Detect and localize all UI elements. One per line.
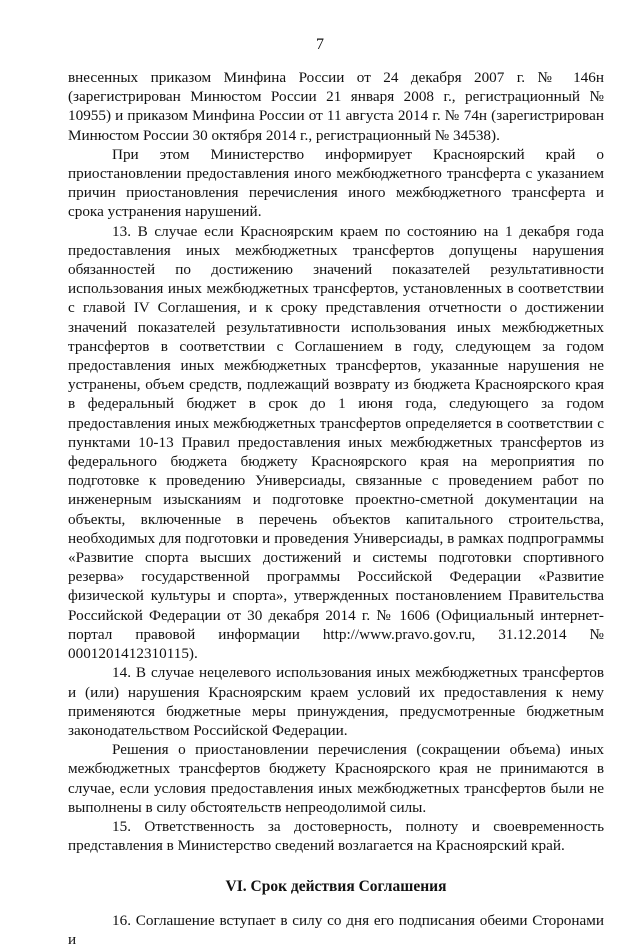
page-number: 7 (316, 36, 324, 53)
paragraph-continuation: внесенных приказом Минфина России от 24 декабря 2007 г. № 146н (зарегистрирован Минюстом России 21 января 2008 г., регистрационный № 10955) и приказом Минфина России от 11 августа 2014 г. № 74н (зарегистрирован Минюстом России 30 октября 2014 г., регистрационный № 34538). (68, 69, 604, 144)
paragraph-clause-15: 15. Ответственность за достоверность, полноту и своевременность представления в Министерство сведений возлагается на Красноярский край. (68, 817, 604, 855)
document-body (68, 68, 604, 949)
paragraph-force-majeure: Решения о приостановлении перечисления (сокращении объема) иных межбюджетных трансфертов бюджету Красноярского края не принимаются в случае, если условия предоставления иных межбюджетных трансфертов были не выполнены в силу обстоятельств непреодолимой силы. (68, 741, 604, 816)
paragraph-clause-16: 16. Соглашение вступает в силу со дня его подписания обеими Сторонами и (68, 911, 604, 948)
paragraph-clause-13: 13. В случае если Красноярским краем по состоянию на 1 декабря года предоставления иных межбюджетных трансфертов допущены нарушения обязанностей по достижению значений показателей результативности использования иных межбюджетных трансфертов, установленных в соответствии с главой IV Соглашения, и к сроку представления отчетности о достижении значений показателей результативности использования иных межбюджетных трансфертов в соответствии с Соглашением в году, следующем за годом предоставления иных межбюджетных трансфертов, указанные нарушения не устранены, объем средств, подлежащий возврату из бюджета Красноярского края в федеральный бюджет в срок до 1 июня года, следующего за годом предоставления иных межбюджетных трансфертов определяется в соответствии с пунктами 10-13 Правил предоставления иных межбюджетных трансфертов из федерального бюджета бюджету Красноярского края на мероприятия по подготовке к проведению Универсиады, связанные с проведением работ по инженерным изысканиям и подготовке проектно-сметной документации на объекты, включенные в перечень объектов капитального строительства, необходимых для подготовки и проведения Универсиады, в рамках подпрограммы «Развитие спорта высших достижений и системы подготовки спортивного резерва» государственной программы Российской Федерации «Развитие физической культуры и спорта», утвержденных постановлением Правительства Российской Федерации от 30 декабря 2014 г. № 1606 (Официальный интернет-портал правовой информации http://www.pravo.gov.ru, 31.12.2014 № 0001201412310115). (68, 222, 604, 663)
paragraph-clause-14: 14. В случае нецелевого использования иных межбюджетных трансфертов и (или) нарушения Красноярским краем условий их предоставления к нему применяются бюджетные меры принуждения, предусмотренные бюджетным законодательством Российской Федерации. (68, 664, 604, 739)
section-heading: VI. Срок действия Соглашения (225, 878, 447, 896)
paragraph-suspension-notice: При этом Министерство информирует Красноярский край о приостановлении предоставления иного межбюджетного трансферта с указанием причин приостановления перечисления иного межбюджетного трансферта и срока устранения нарушений. (68, 145, 604, 221)
